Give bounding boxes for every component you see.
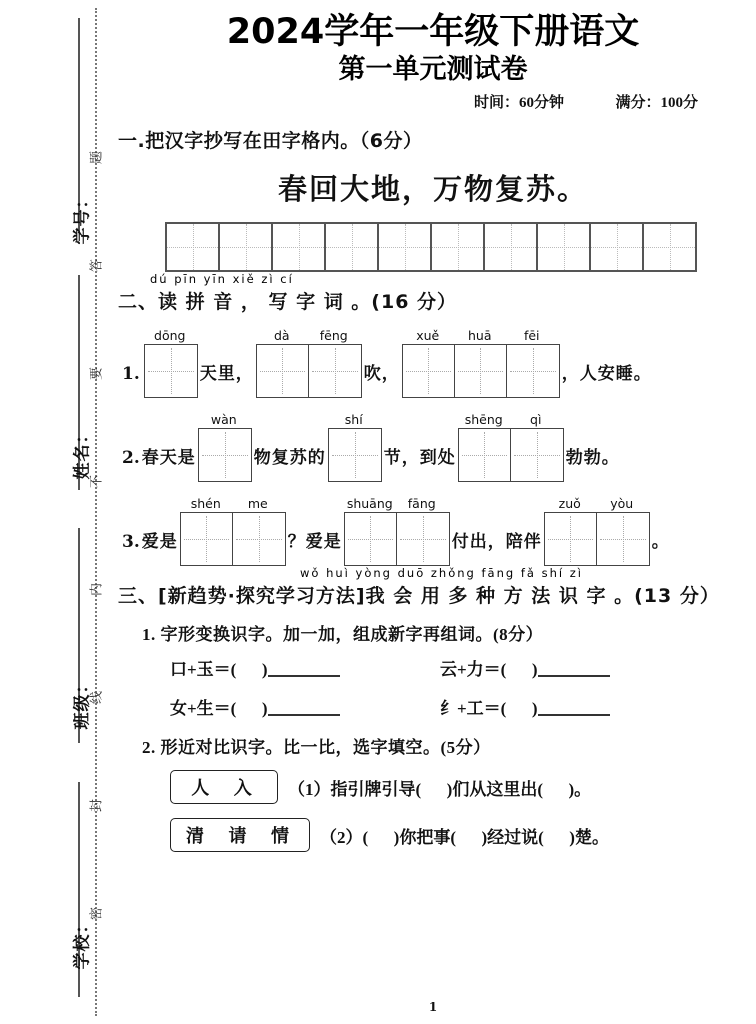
exam-sheet [110,0,756,1024]
pinyin-labels [328,412,382,428]
pinyin-label: fēng [319,327,348,343]
character-choice-box[interactable]: 人 入 [170,770,278,804]
pinyin-label: qì [530,411,542,427]
seal-char: 封 [88,799,104,813]
seal-field-2: 班级： [72,675,92,730]
sentence-text: 天里， [199,363,254,383]
section-3-sub2-title: 2. 形近对比识字。比一比，选字填空。(5分） [142,738,491,758]
sentence-text: ，人安睡。 [561,363,652,383]
pinyin-blank-group [544,496,650,566]
answer-box[interactable] [145,345,197,397]
add-character-expression: 纟+工＝( ) [440,699,538,719]
pinyin-labels [458,412,564,428]
choose-character-sentence[interactable]: （1）指引牌引导( )们从这里出( )。 [288,779,592,799]
pinyin-label: dà [273,327,290,343]
add-character-item [170,694,440,719]
pinyin-label: xuě [416,327,440,343]
answer-boxes[interactable] [544,512,650,566]
pinyin-label: shí [344,411,363,427]
answer-boxes[interactable] [180,512,286,566]
pinyin-blank-group [256,328,362,398]
pinyin-labels [344,496,450,512]
exam-meta [110,91,756,112]
choose-character-row [170,818,756,852]
sentence-text: 爱是 [141,532,178,552]
section-2-heading: 二、读 拼 音 ， 写 字 词 。(16 分） [118,290,458,313]
character-choice-box[interactable]: 清 请 情 [170,818,310,852]
page-subtitle: 第一单元测试卷 [338,54,528,86]
sentence-text: 勃勃。 [565,448,620,468]
pinyin-label: fāng [407,496,436,512]
pinyin-label: huā [467,327,492,343]
seal-field-1: 姓名： [72,425,92,480]
answer-boxes[interactable] [402,344,560,398]
pinyin-fill-row [110,496,756,566]
pinyin-labels [198,412,252,428]
pinyin-labels [144,328,198,344]
answer-box[interactable] [597,513,649,565]
answer-box[interactable] [329,429,381,481]
seal-char: 答 [88,259,104,273]
answer-boxes[interactable] [458,428,564,482]
answer-boxes[interactable] [328,428,382,482]
section-3-sub1-title: 1. 字形变换识字。加一加，组成新字再组词。(8分） [142,625,544,645]
pinyin-label: zuǒ [558,496,581,512]
row-number: 2. [122,448,140,469]
answer-box[interactable] [397,513,449,565]
pinyin-blank-group [402,328,560,398]
add-character-expression: 云+力＝( ) [440,660,538,680]
section-2-rows [110,328,756,567]
answer-line[interactable] [268,675,340,677]
row-number: 1. [122,363,140,384]
tianzige-cell[interactable] [644,224,697,270]
add-character-row [170,694,710,719]
add-character-expression: 口+玉＝( ) [170,660,268,680]
pinyin-label: yòu [610,496,634,512]
answer-box[interactable] [181,513,233,565]
tianzige-cell[interactable] [538,224,591,270]
choose-character-row [170,770,756,804]
pinyin-labels [180,496,286,512]
section-3-ruby: wǒ huì yòng duō zhǒng fāng fǎ shí zì [300,566,583,581]
pinyin-label: shén [190,496,221,512]
tianzige-cell[interactable] [167,224,220,270]
answer-box[interactable] [345,513,397,565]
answer-box[interactable] [309,345,361,397]
answer-box[interactable] [233,513,285,565]
answer-line[interactable] [538,714,610,716]
pinyin-label: shuāng [346,496,393,512]
tianzige-cell[interactable] [591,224,644,270]
answer-line[interactable] [268,714,340,716]
section-2-ruby: dú pīn yīn xiě zì cí [150,271,294,286]
tianzige-cell[interactable] [379,224,432,270]
answer-boxes[interactable] [256,344,362,398]
sentence-text: 节，到处 [383,448,456,468]
sentence-text: 付出，陪伴 [451,532,542,552]
seal-char: 要 [88,367,104,381]
answer-box[interactable] [507,345,559,397]
tianzige-cell[interactable] [432,224,485,270]
page-title: 2024学年一年级下册语文 [226,12,640,52]
choose-character-list [170,770,756,852]
pinyin-blank-group [344,496,450,566]
title-block [110,0,756,112]
time-label: 时间：60分钟 [473,94,564,111]
character-add-grid [170,655,710,719]
pinyin-fill-row [110,412,756,482]
choose-character-sentence[interactable]: （2）( )你把事( )经过说( )楚。 [320,827,609,847]
seal-margin [0,0,110,1024]
tianzige-cell[interactable] [485,224,538,270]
pinyin-blank-group [328,412,382,482]
sentence-text: ？爱是 [287,532,342,552]
pinyin-labels [544,496,650,512]
answer-box[interactable] [545,513,597,565]
answer-line[interactable] [538,675,610,677]
answer-boxes[interactable] [144,344,198,398]
pinyin-fill-row [110,328,756,398]
sentence-text: 吹， [363,363,400,383]
pinyin-blank-group [458,412,564,482]
score-label: 满分：100分 [615,94,698,111]
seal-field-3: 学校： [72,915,92,970]
add-character-item [440,694,710,719]
add-character-item [170,655,440,680]
add-character-expression: 女+生＝( ) [170,699,268,719]
section-1-heading: 一.把汉字抄写在田字格内。（6分） [118,129,423,152]
tianzige-cell[interactable] [273,224,326,270]
answer-box[interactable] [199,429,251,481]
seal-char: 题 [88,151,104,165]
answer-box[interactable] [403,345,455,397]
tianzige-cell[interactable] [220,224,273,270]
answer-box[interactable] [455,345,507,397]
pinyin-blank-group [198,412,252,482]
pinyin-label: me [247,496,268,512]
pinyin-blank-group [144,328,198,398]
answer-boxes[interactable] [344,512,450,566]
row-number: 3. [122,532,140,553]
pinyin-blank-group [180,496,286,566]
answer-box[interactable] [511,429,563,481]
page-number: 1 [428,1000,438,1014]
tianzige-grid[interactable] [165,222,697,272]
seal-char: 密 [88,907,104,921]
section-1-sentence: 春回大地，万物复苏。 [277,171,588,206]
sentence-text: 物复苏的 [253,448,326,468]
pinyin-labels [256,328,362,344]
seal-char: 线 [88,691,104,705]
pinyin-label: wàn [210,411,237,427]
tianzige-cell[interactable] [326,224,379,270]
pinyin-labels [402,328,560,344]
section-3-heading: 三、[新趋势·探究学习方法]我 会 用 多 种 方 法 识 字 。(13 分） [118,585,720,608]
sentence-text: 春天是 [141,448,196,468]
answer-box[interactable] [459,429,511,481]
pinyin-label: fēi [523,327,540,343]
pinyin-label: dōng [154,327,186,343]
pinyin-label: shēng [464,411,503,427]
seal-char: 不 [88,475,104,489]
sentence-text: 。 [651,532,670,552]
answer-boxes[interactable] [198,428,252,482]
add-character-item [440,655,710,680]
seal-char: 内 [88,583,104,597]
add-character-row [170,655,710,680]
seal-field-0: 学号： [72,190,92,245]
answer-box[interactable] [257,345,309,397]
